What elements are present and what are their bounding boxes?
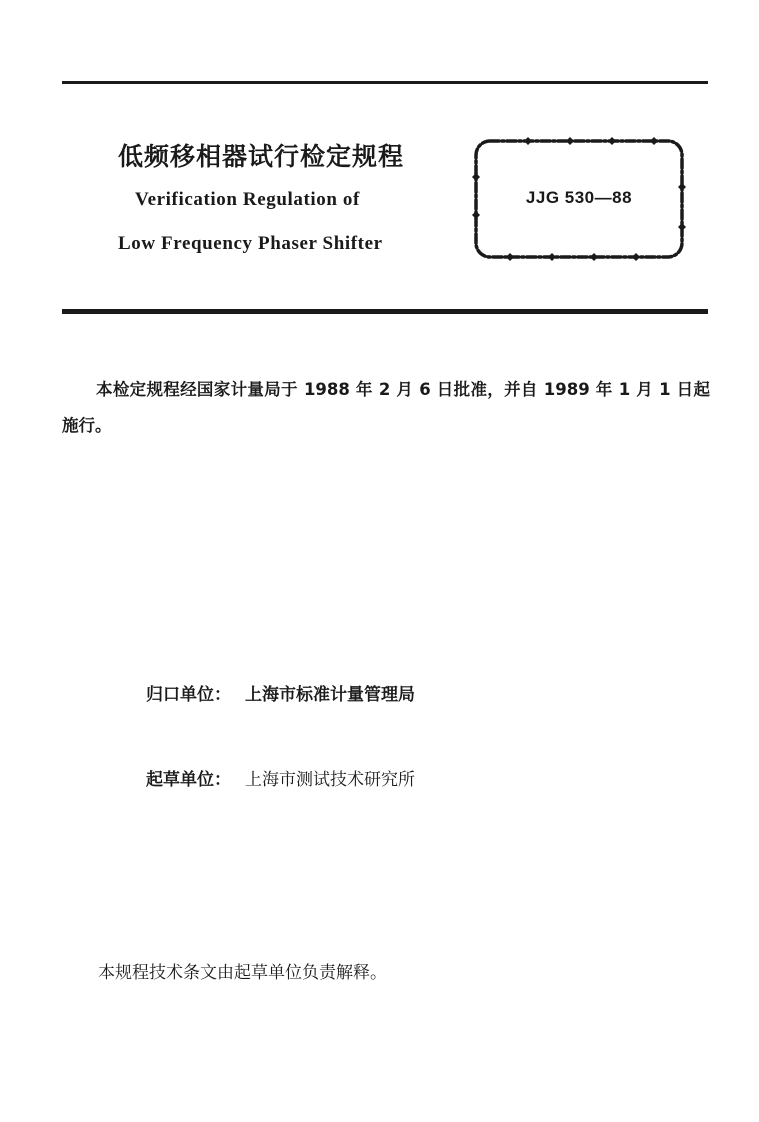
title-english-line-2: Low Frequency Phaser Shifter <box>118 233 383 254</box>
drafting-unit-value: 上海市测试技术研究所 <box>245 770 415 790</box>
regulation-code: JJG 530—88 <box>525 188 633 207</box>
responsible-unit-label: 归口单位： <box>146 685 231 705</box>
drafting-unit-label: 起草单位： <box>146 770 231 790</box>
approval-statement: 本检定规程经国家计量局于 1988 年 2 月 6 日批准，并自 1989 年 1 月 1 日起施行。 <box>62 380 710 435</box>
bottom-rule <box>62 309 708 314</box>
title-chinese: 低频移相器试行检定规程 <box>118 142 405 171</box>
responsible-unit-value: 上海市标准计量管理局 <box>245 685 415 705</box>
interpretation-note: 本规程技术条文由起草单位负责解释。 <box>98 963 387 983</box>
regulation-code-frame <box>470 133 688 265</box>
top-rule <box>62 81 708 84</box>
responsible-unit-row <box>146 680 415 705</box>
title-english-line-1: Verification Regulation of <box>135 189 360 210</box>
drafting-unit-row <box>146 765 415 790</box>
